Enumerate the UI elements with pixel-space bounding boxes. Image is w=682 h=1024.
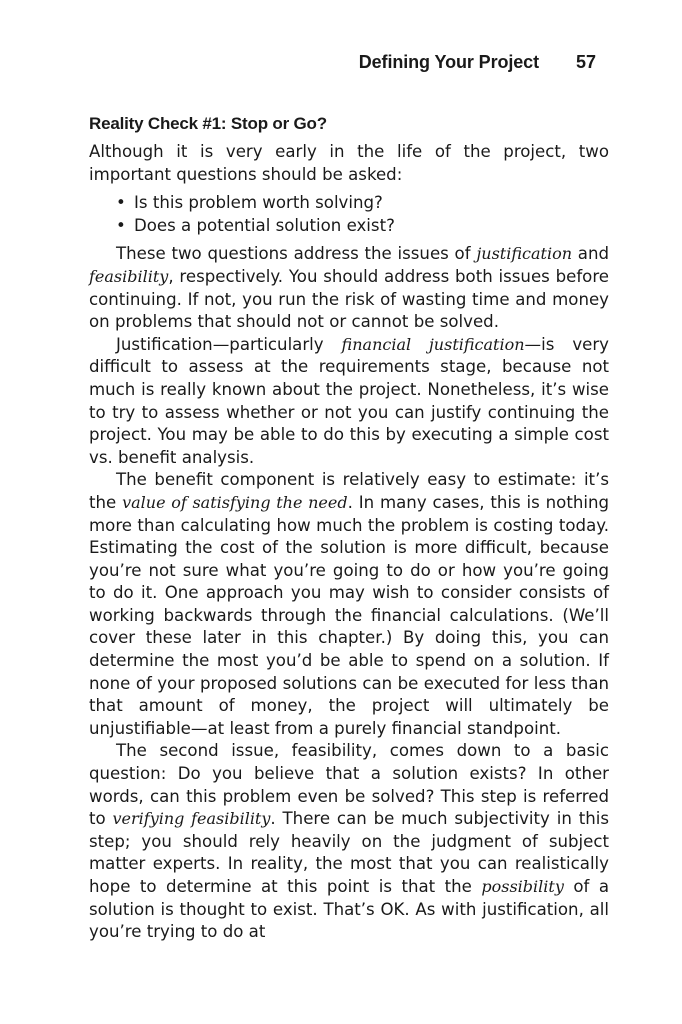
list-item — [116, 192, 609, 215]
list-item — [116, 215, 609, 238]
text-run: , respectively. You should address both issues before continuing. If not, you run the risk of wasting time and money on problems that should not or cannot be solved. — [89, 266, 609, 332]
question-list — [89, 192, 609, 237]
paragraph-feasibility — [89, 740, 609, 943]
text-run: These two questions address the issues of — [116, 244, 477, 264]
text-run: —is very difficult to assess at the requirements stage, because not much is really known about the project. Nonetheless, it’s wise to try to assess whether or not you can justify continuing the project. You may be able to do this by executing a simple cost vs. benefit analysis. — [89, 334, 609, 467]
emphasis-financial-justification: financial justification — [341, 334, 525, 354]
emphasis-verifying-feasibility: verifying feasibility — [112, 809, 271, 829]
text-run: . In many cases, this is nothing more than calculating how much the problem is costing today. Estimating the cost of the solution is more difficult, because you’re not sure what you’re going to do or how you’re going to do it. One approach you may wish to consider consists of working backwards through the financial calculations. (We’ll cover these later in this chapter.) By doing this, you can determine the most you’d be able to spend on a solution. If none of your proposed solutions can be executed for less than that amount of money, the project will ultimately be unjustifiable—at least from a purely financial standpoint. — [89, 492, 610, 738]
paragraph-justification-feasibility — [89, 243, 609, 333]
list-item-text: Does a potential solution exist? — [134, 215, 395, 235]
emphasis-possibility: possibility — [481, 877, 564, 896]
page-header — [0, 52, 682, 76]
paragraph-financial-justification — [89, 334, 609, 470]
bullet-icon: • — [116, 215, 126, 235]
text-run: of a solution is thought to exist. That’s OK. As with justification, all you’re trying to do at — [89, 877, 609, 942]
section-heading: Reality Check #1: Stop or Go? — [89, 114, 327, 133]
intro-paragraph: Although it is very early in the life of the project, two important questions should be asked: — [89, 142, 609, 184]
paragraph-benefit-component — [89, 469, 609, 740]
emphasis-feasibility: feasibility — [89, 266, 169, 286]
page-number: 57 — [575, 52, 596, 72]
list-item-text: Is this problem worth solving? — [134, 193, 383, 213]
page-body — [89, 113, 609, 944]
bullet-icon: • — [116, 193, 126, 213]
text-run: Justification—particularly — [116, 334, 342, 354]
running-head-title: Defining Your Project — [358, 52, 539, 72]
emphasis-value-of-satisfying-need: value of satisfying the need — [122, 492, 348, 512]
text-run: and — [572, 244, 609, 264]
emphasis-justification: justification — [476, 244, 573, 264]
text-run: . There can be much subjectivity in this step; you should rely heavily on the judgment of subject matter experts. In reality, the most that you can realistically hope to determine at this point is that the — [89, 809, 609, 896]
text-run: The second issue, feasibility, comes down to a basic question: Do you believe that a solution exists? In other words, can this problem even be solved? This step is referred to — [89, 741, 609, 829]
text-run: The benefit component is relatively easy to estimate: it’s the — [89, 470, 609, 512]
